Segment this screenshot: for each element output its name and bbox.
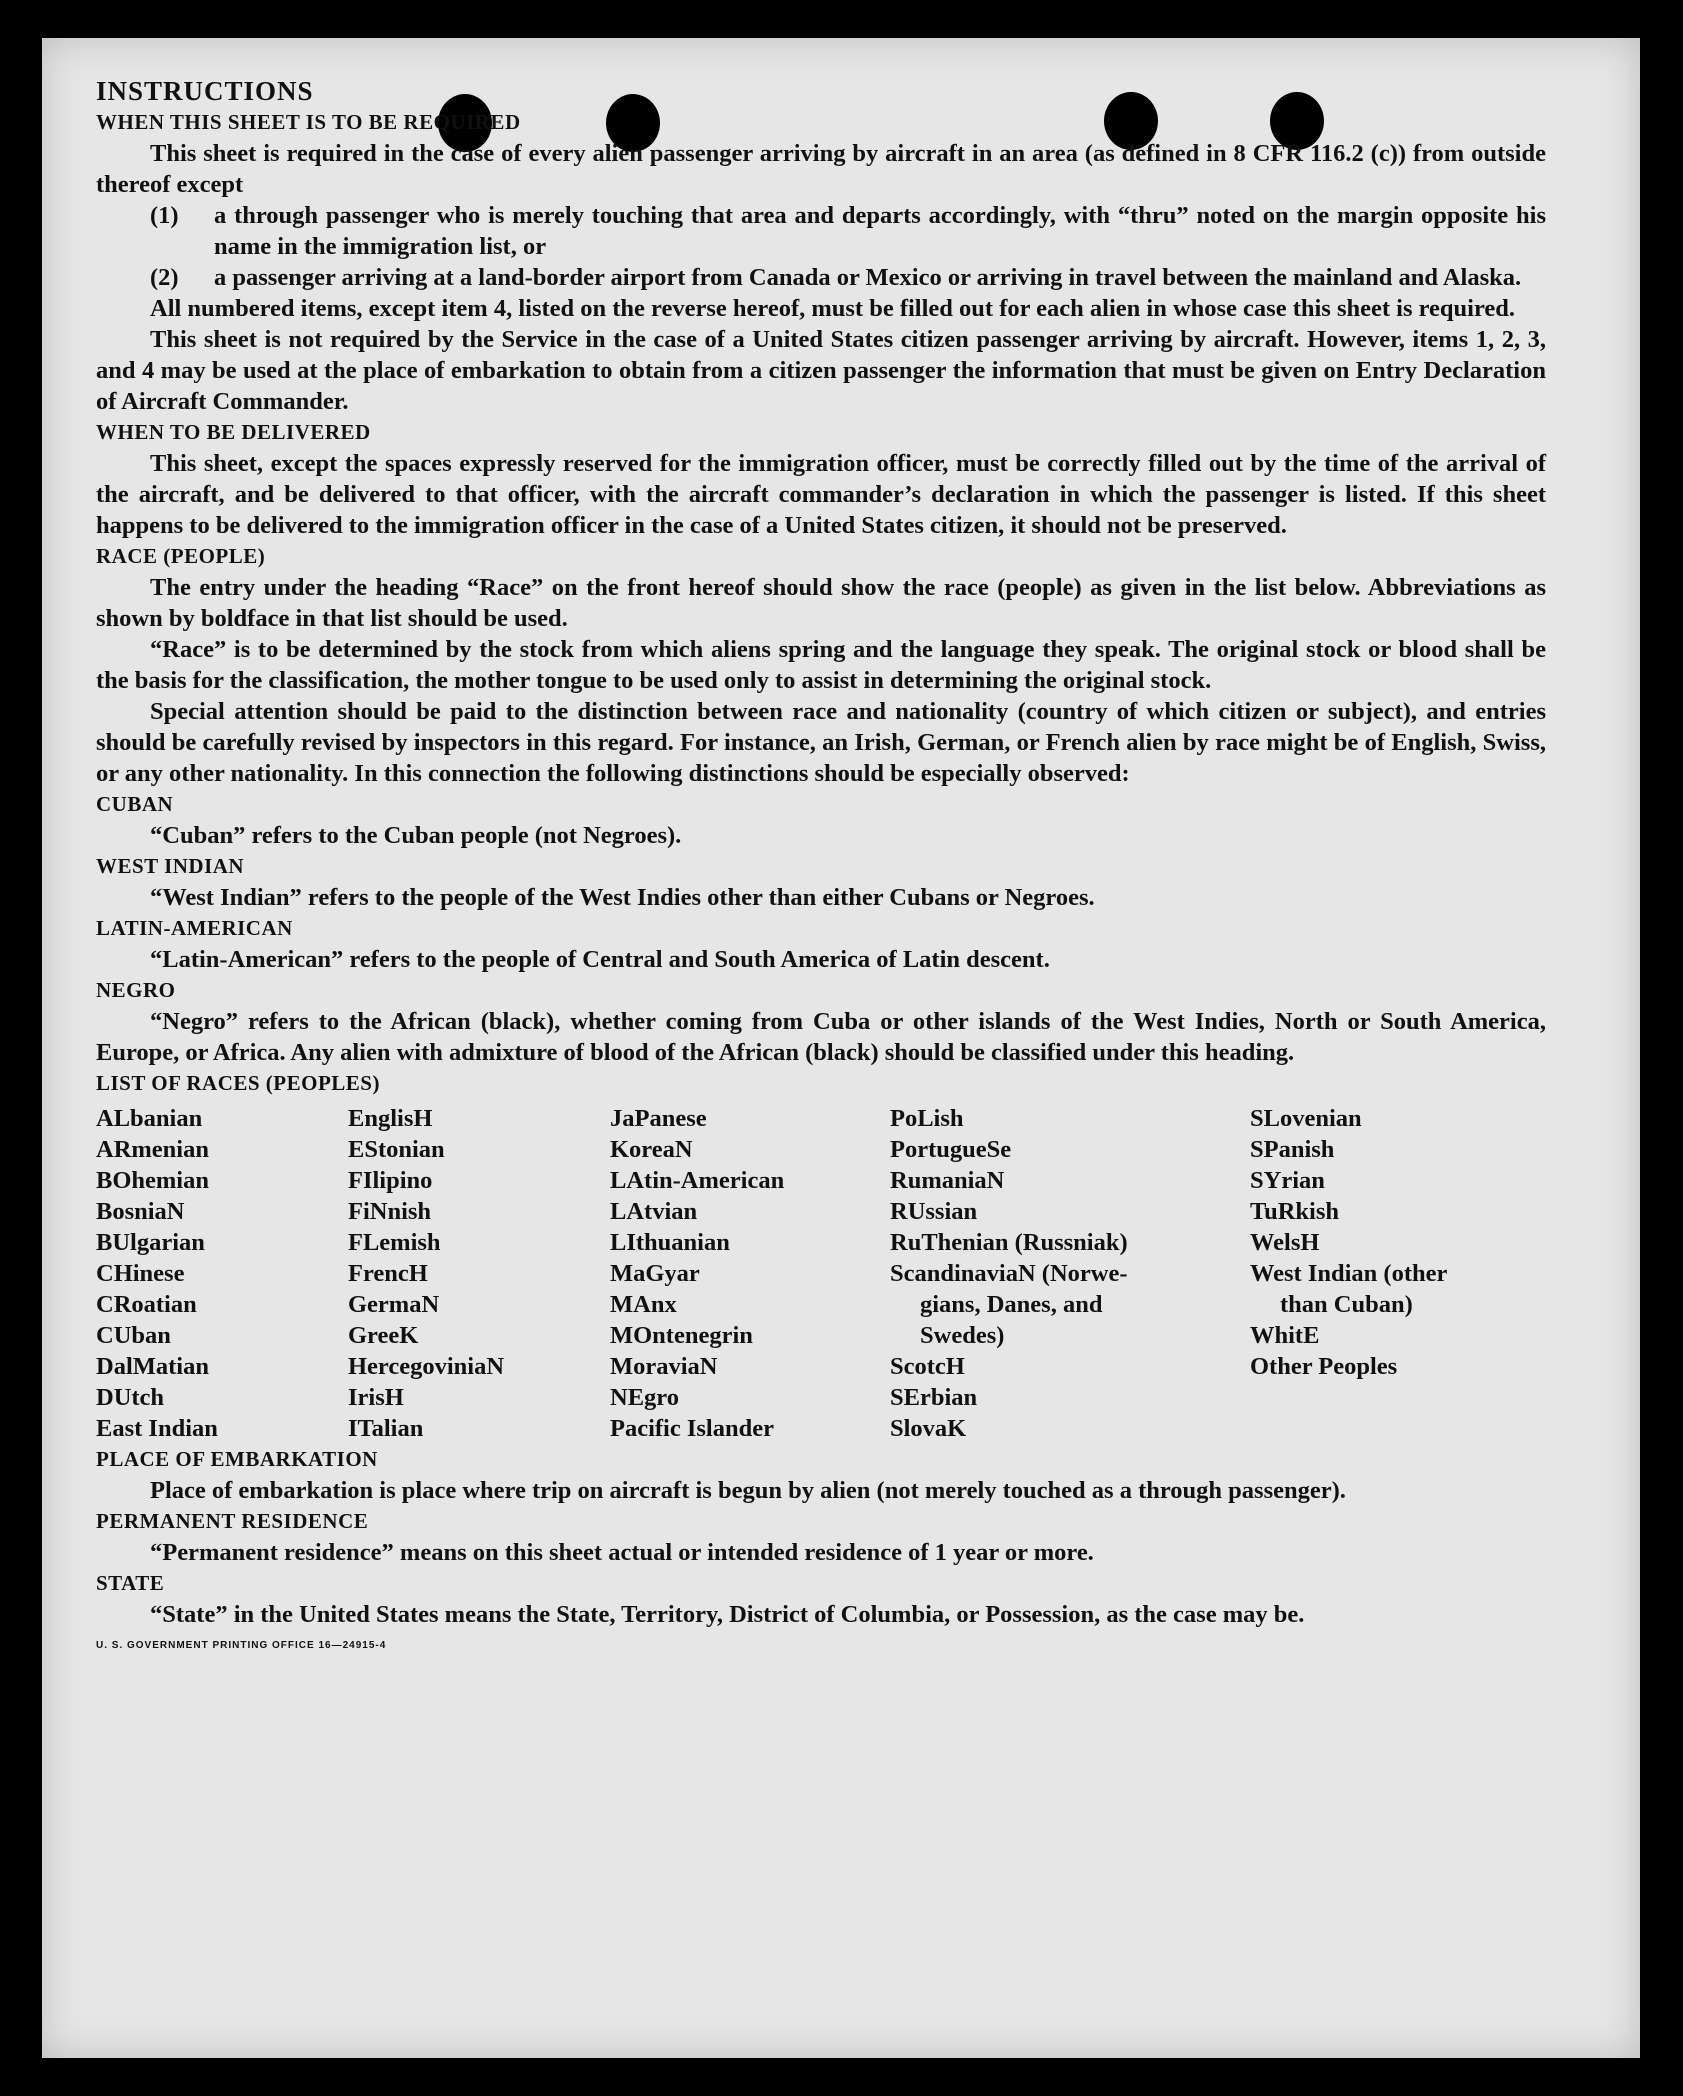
state-text: “State” in the United States means the State, Territory, District of Columbia, or Possession, as the case may be. <box>150 1601 1305 1628</box>
race-list <box>96 1103 1546 1444</box>
race-entry: IrisH <box>348 1384 404 1411</box>
race-entry: LAtvian <box>610 1198 698 1225</box>
race-entry: HercegoviniaN <box>348 1353 505 1380</box>
race-entry: GermaN <box>348 1291 440 1318</box>
printing-office-footer: U. S. GOVERNMENT PRINTING OFFICE 16—24915-4 <box>96 1640 387 1651</box>
race-entry: ScandinaviaN (Norwe- <box>890 1260 1128 1287</box>
race-paragraph-1: The entry under the heading “Race” on the front hereof should show the race (people) as given in the list below. Abbreviations as shown by boldface in that list should be used. <box>96 574 1546 632</box>
race-column <box>1250 1103 1546 1444</box>
embarkation-text: Place of embarkation is place where trip on aircraft is begun by alien (not merely touched as a through passenger). <box>150 1477 1346 1504</box>
race-entry: gians, Danes, and <box>920 1291 1103 1318</box>
exception-item <box>96 200 1546 262</box>
heading-latin-american: LATIN-AMERICAN <box>96 916 293 940</box>
race-entry: than Cuban) <box>1280 1291 1413 1318</box>
exception-text: a passenger arriving at a land-border airport from Canada or Mexico or arriving in travel between the mainland and Alaska. <box>214 264 1522 291</box>
race-entry: SErbian <box>890 1384 978 1411</box>
race-entry: TuRkish <box>1250 1198 1340 1225</box>
race-entry: BosniaN <box>96 1198 185 1225</box>
race-entry: BOhemian <box>96 1167 209 1194</box>
race-entry: MOntenegrin <box>610 1322 753 1349</box>
race-entry: East Indian <box>96 1415 218 1442</box>
race-entry: Other Peoples <box>1250 1353 1398 1380</box>
numbered-items-paragraph: All numbered items, except item 4, listed on the reverse hereof, must be filled out for each alien in whose case this sheet is required. <box>150 295 1516 322</box>
race-entry: DUtch <box>96 1384 165 1411</box>
race-entry: SPanish <box>1250 1136 1335 1163</box>
document-content <box>96 76 1546 1661</box>
race-entry: EStonian <box>348 1136 445 1163</box>
race-entry: ARmenian <box>96 1136 209 1163</box>
citizen-paragraph: This sheet is not required by the Service in the case of a United States citizen passenger arriving by aircraft. However, items 1, 2, 3, and 4 may be used at the place of embarkation to obtain from a citizen passenger the information that must be given on Entry Declaration of Aircraft Commander. <box>96 326 1546 415</box>
race-entry: West Indian (other <box>1250 1260 1448 1287</box>
heading-embarkation: PLACE OF EMBARKATION <box>96 1447 378 1471</box>
race-entry: RuThenian (Russniak) <box>890 1229 1128 1256</box>
race-entry: Swedes) <box>920 1322 1005 1349</box>
heading-race: RACE (PEOPLE) <box>96 544 266 568</box>
heading-west-indian: WEST INDIAN <box>96 854 245 878</box>
race-entry: MaGyar <box>610 1260 700 1287</box>
race-entry: RUssian <box>890 1198 978 1225</box>
race-entry: WhitE <box>1250 1322 1320 1349</box>
race-entry: WelsH <box>1250 1229 1320 1256</box>
race-paragraph-3: Special attention should be paid to the distinction between race and nationality (country of which citizen or subject), and entries should be carefully revised by inspectors in this regard. For instance, an Irish, German, or French alien by race might be of English, Swiss, or any other nationality. In this connection the following distinctions should be especially observed: <box>96 698 1546 787</box>
race-entry: KoreaN <box>610 1136 693 1163</box>
race-entry: FLemish <box>348 1229 441 1256</box>
race-entry: BUlgarian <box>96 1229 205 1256</box>
race-entry: SYrian <box>1250 1167 1325 1194</box>
race-column <box>610 1103 890 1444</box>
race-entry: FiNnish <box>348 1198 432 1225</box>
heading-when-delivered: WHEN TO BE DELIVERED <box>96 420 371 444</box>
race-entry: CUban <box>96 1322 171 1349</box>
exception-text: a through passenger who is merely touching that area and departs accordingly, with “thru” noted on the margin opposite his name in the immigration list, or <box>214 202 1546 260</box>
race-entry: ScotcH <box>890 1353 965 1380</box>
race-entry: JaPanese <box>610 1105 707 1132</box>
race-entry: LIthuanian <box>610 1229 730 1256</box>
race-entry: MAnx <box>610 1291 677 1318</box>
latin-american-text: “Latin-American” refers to the people of Central and South America of Latin descent. <box>150 946 1050 973</box>
race-entry: ITalian <box>348 1415 424 1442</box>
exception-item <box>96 262 1546 293</box>
race-entry: SlovaK <box>890 1415 967 1442</box>
cuban-text: “Cuban” refers to the Cuban people (not Negroes). <box>150 822 682 849</box>
heading-state: STATE <box>96 1571 165 1595</box>
race-paragraph-2: “Race” is to be determined by the stock from which aliens spring and the language they speak. The original stock or blood shall be the basis for the classification, the mother tongue to be used only to assist in determining the original stock. <box>96 636 1546 694</box>
race-entry: ALbanian <box>96 1105 203 1132</box>
heading-permanent-residence: PERMANENT RESIDENCE <box>96 1509 369 1533</box>
heading-when-required: WHEN THIS SHEET IS TO BE REQUIRED <box>96 110 521 134</box>
race-entry: MoraviaN <box>610 1353 718 1380</box>
race-column <box>890 1103 1250 1444</box>
race-entry: Pacific Islander <box>610 1415 774 1442</box>
race-entry: DalMatian <box>96 1353 209 1380</box>
heading-cuban: CUBAN <box>96 792 174 816</box>
race-entry: CRoatian <box>96 1291 197 1318</box>
race-entry: RumaniaN <box>890 1167 1005 1194</box>
race-entry: FrencH <box>348 1260 428 1287</box>
race-entry: SLovenian <box>1250 1105 1362 1132</box>
race-column <box>96 1103 348 1444</box>
exception-number: (1) <box>150 202 179 229</box>
heading-list-of-races: LIST OF RACES (PEOPLES) <box>96 1071 380 1095</box>
page-title: INSTRUCTIONS <box>96 76 314 106</box>
race-entry: PortugueSe <box>890 1136 1012 1163</box>
exception-number: (2) <box>150 264 179 291</box>
race-entry: PoLish <box>890 1105 964 1132</box>
race-entry: CHinese <box>96 1260 185 1287</box>
race-entry: EnglisH <box>348 1105 433 1132</box>
heading-negro: NEGRO <box>96 978 176 1002</box>
race-entry: LAtin-American <box>610 1167 785 1194</box>
race-entry: FIlipino <box>348 1167 433 1194</box>
permanent-residence-text: “Permanent residence” means on this sheet actual or intended residence of 1 year or more. <box>150 1539 1094 1566</box>
west-indian-text: “West Indian” refers to the people of the West Indies other than either Cubans or Negroes. <box>150 884 1095 911</box>
when-delivered-text: This sheet, except the spaces expressly reserved for the immigration officer, must be correctly filled out by the time of the arrival of the aircraft, and be delivered to that officer, with the aircraft commander’s declaration in which the passenger is listed. If this sheet happens to be delivered to the immigration officer in the case of a United States citizen, it should not be preserved. <box>96 450 1546 539</box>
race-entry: GreeK <box>348 1322 419 1349</box>
when-required-intro: This sheet is required in the case of every alien passenger arriving by aircraft in an area (as defined in 8 CFR 116.2 (c)) from outside thereof except <box>96 140 1546 198</box>
race-entry: NEgro <box>610 1384 679 1411</box>
negro-text: “Negro” refers to the African (black), whether coming from Cuba or other islands of the West Indies, North or South America, Europe, or Africa. Any alien with admixture of blood of the African (black) should be classified under this heading. <box>96 1008 1546 1066</box>
race-column <box>348 1103 610 1444</box>
